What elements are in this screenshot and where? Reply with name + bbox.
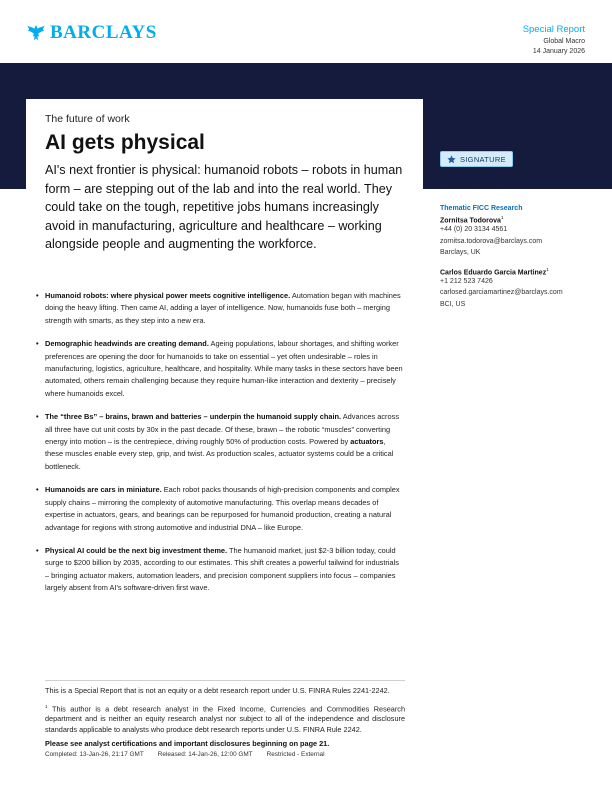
analyst-note: $^1$ This author is a debt research analyst in the Fixed Income, Currencies and Commodities Research department and is neither an equity research analyst nor subject to all of the independence and disclosure standards applicable to analysts who produce debt research reports under U.S. FINRA Rule 2242. bbox=[45, 703, 406, 734]
lede: AI's next frontier is physical: humanoid robots – robots in human form – are stepping out of the lab and into the real world. They could take on the tough, repetitive jobs humans increasingly avoid in manufacturing, agriculture and healthcare – working alongside people and augmenting the workforce. bbox=[45, 163, 403, 251]
bullet-lead: Demographic headwinds are creating demand. bbox=[45, 339, 209, 349]
analyst-entity: BCI, US bbox=[440, 300, 466, 308]
bullet-emphasis: actuators bbox=[350, 437, 384, 447]
star-icon bbox=[447, 155, 456, 164]
bullet-body: Each robot packs thousands of high-precision components and complex supply chains – mirroring the complexity of automotive manufacturing. This overlap means decades of expertise in actuators, gears, and bearings can be repurposed for humanoid production, creating a natural advantage for regions with strong automotive and industrial DNA – like Europe. bbox=[45, 485, 400, 532]
completed-time: Completed: 13-Jan-26, 21:17 GMT bbox=[45, 751, 144, 759]
bullet-body: The humanoid market, just $2-3 billion today, could surge to $200 billion by 2035, according to our estimates. This shift creates a powerful tailwind for industrials – bringing actuator makers, automation leaders, and precision component suppliers into focus – companies largely absent from AI's software-driven first wave. bbox=[45, 545, 399, 593]
list-item bbox=[45, 338, 405, 400]
report-series: Global Macro bbox=[543, 38, 585, 45]
disclosure-footer bbox=[45, 680, 405, 758]
bullet-body: Advances across all three have cut unit costs by 30x in the past decade. Of these, brawn – the robotic “muscles” converting energy into motion – is the centrepiece, driving roughly 50% of production costs. Powered by bbox=[45, 412, 400, 447]
analyst-card bbox=[440, 215, 600, 258]
analyst-phone: +44 (0) 20 3134 4561 bbox=[440, 226, 508, 234]
report-type: Special Report bbox=[522, 24, 585, 35]
finra-disclaimer: This is a Special Report that is not an equity or a debt research report under U.S. FINRA Rules 2241-2242. bbox=[45, 686, 390, 695]
key-points-list bbox=[45, 290, 405, 606]
analyst-card bbox=[440, 267, 600, 310]
report-date: 14 January 2026 bbox=[532, 48, 585, 55]
analyst-mark: 1 bbox=[546, 266, 549, 272]
analyst-name: Carlos Eduardo Garcia Martinez$^1$ bbox=[440, 266, 549, 277]
signature-badge bbox=[440, 151, 513, 167]
sidebar-heading: Thematic FICC Research bbox=[440, 205, 523, 212]
list-item bbox=[45, 290, 405, 327]
bullet-tail: , these muscles enable every step, grip, and twist. As production scales, actuator systems could be a critical bottleneck. bbox=[45, 437, 394, 471]
analyst-sidebar bbox=[440, 205, 600, 310]
bullet-lead: The “three Bs” – brains, brawn and batteries – underpin the humanoid supply chain. bbox=[45, 412, 342, 422]
list-item bbox=[45, 484, 405, 534]
analyst-email[interactable]: carlosed.garciamartinez@barclays.com bbox=[440, 289, 563, 297]
analyst-email[interactable]: zornitsa.todorova@barclays.com bbox=[440, 237, 543, 245]
eagle-icon bbox=[26, 23, 46, 43]
certifications-note: Please see analyst certifications and important disclosures beginning on page 21. bbox=[45, 739, 330, 749]
released-time: Released: 14-Jan-26, 12:00 GMT bbox=[157, 751, 253, 759]
analyst-phone: +1 212 523 7426 bbox=[440, 278, 493, 286]
kicker: The future of work bbox=[45, 113, 130, 125]
page-title: AI gets physical bbox=[45, 131, 205, 154]
analyst-entity: Barclays, UK bbox=[440, 248, 481, 256]
hero-card bbox=[26, 99, 423, 289]
barclays-logo bbox=[26, 22, 157, 44]
bullet-body: Ageing populations, labour shortages, and shifting worker preferences are opening the door for humanoids to take on essential – yet often undesirable – roles in manufacturing, logistics, agriculture, healthcare, and hospitality. While many tasks in these sectors have been automated, others remain challenging because they require human-like interaction and dexterity – precisely where humanoids excel. bbox=[45, 339, 403, 398]
brand-name: BARCLAYS bbox=[50, 22, 157, 43]
release-status bbox=[45, 751, 405, 758]
list-item bbox=[45, 411, 405, 473]
bullet-lead: Humanoids are cars in miniature. bbox=[45, 485, 162, 495]
bullet-lead: Physical AI could be the next big investment theme. bbox=[45, 545, 228, 555]
report-meta bbox=[523, 24, 585, 55]
bullet-body: Automation began with machines doing the heavy lifting. Then came AI, adding a layer of intelligence. Now, humanoids fuse both – merging strength with smarts, as they step into a new era. bbox=[45, 291, 401, 325]
analyst-name: Zornitsa Todorova$^1$ bbox=[440, 215, 504, 225]
badge-label: SIGNATURE bbox=[460, 154, 506, 164]
note-mark: 1 bbox=[45, 703, 48, 709]
restriction-label: Restricted - External bbox=[266, 751, 325, 759]
analyst-mark: 1 bbox=[500, 215, 504, 220]
bullet-lead: Humanoid robots: where physical power meets cognitive intelligence. bbox=[45, 291, 291, 300]
list-item bbox=[45, 545, 405, 595]
